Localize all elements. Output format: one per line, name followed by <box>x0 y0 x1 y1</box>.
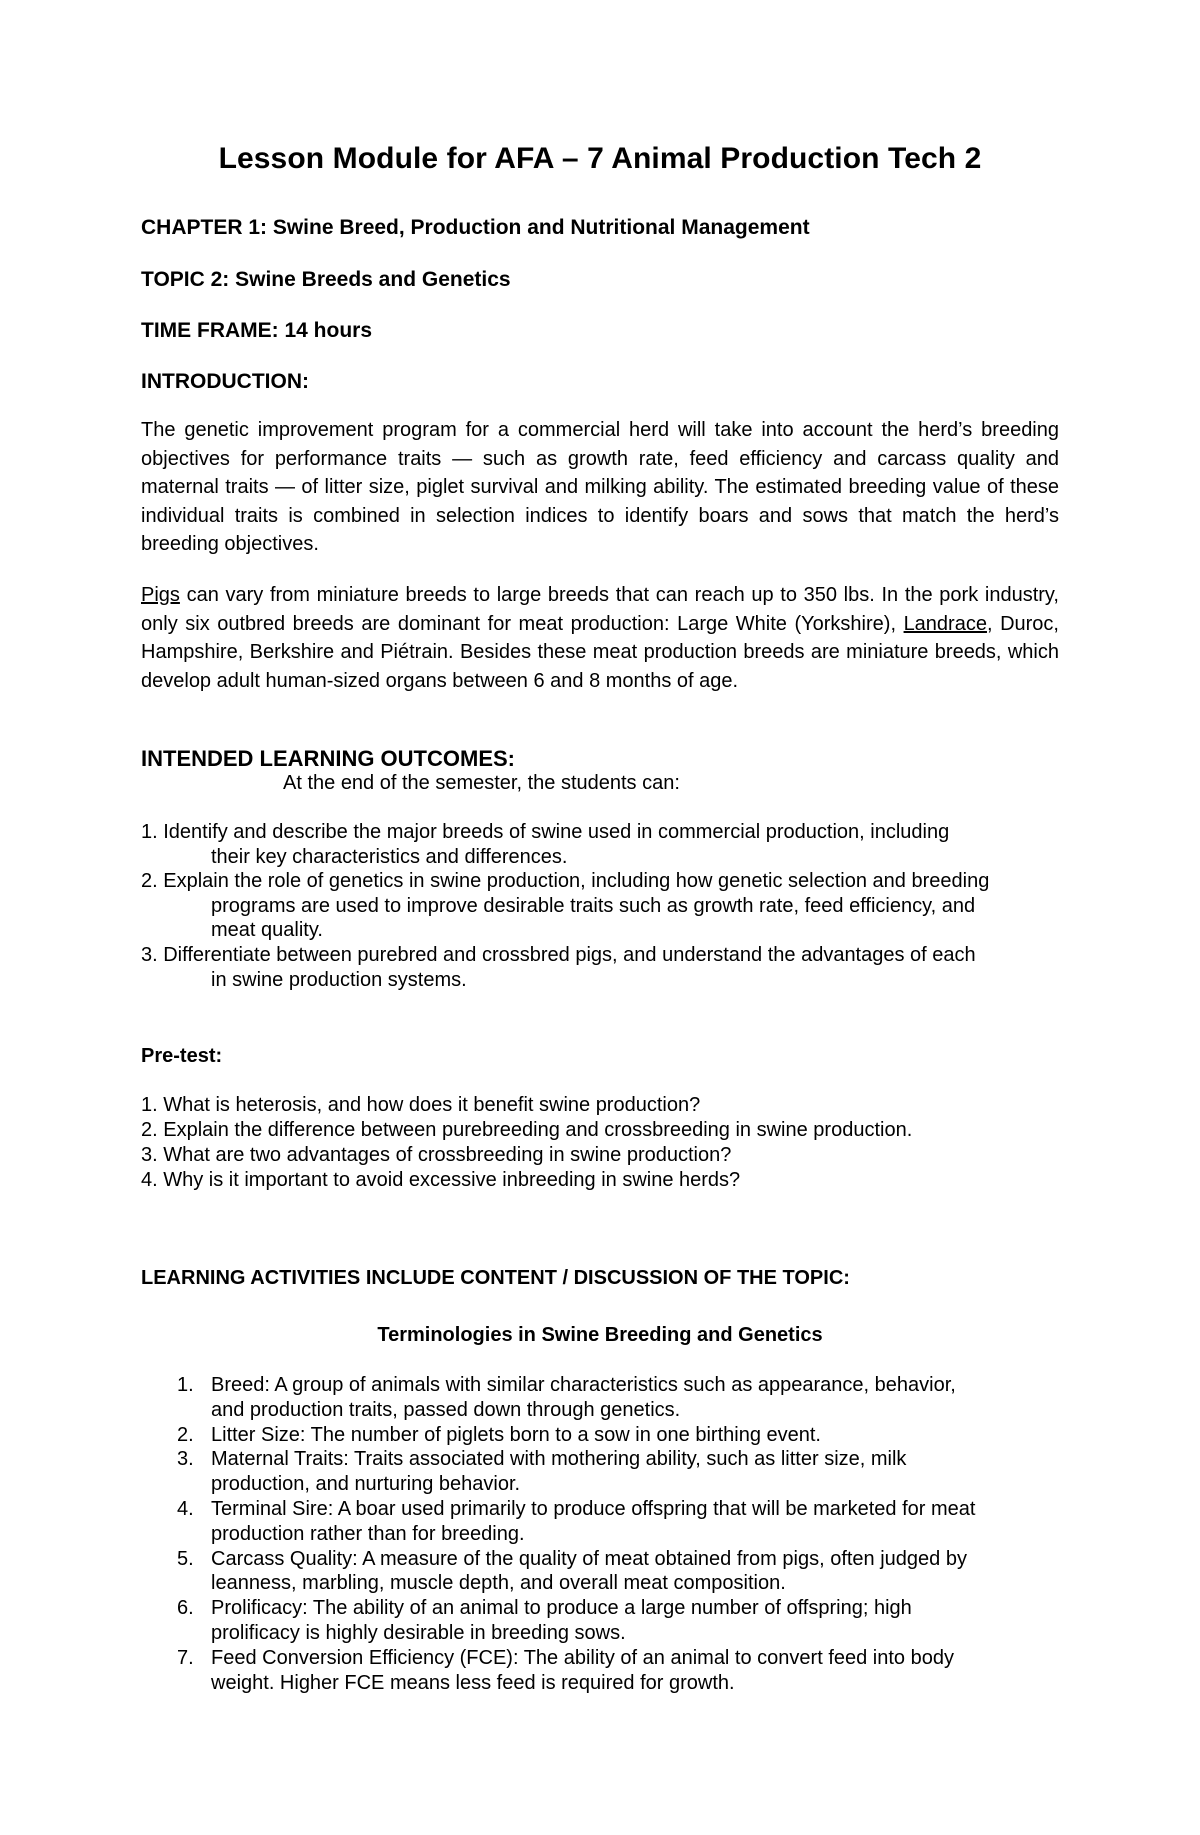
pretest-question: 3. What are two advantages of crossbreeding in swine production? <box>141 1144 732 1166</box>
outcome-item: 3. Differentiate between purebred and crossbred pigs, and understand the advantages of each in swine production systems. <box>141 943 976 991</box>
chapter-heading: CHAPTER 1: Swine Breed, Production and Nutritional Management <box>141 216 810 239</box>
outcomes-heading: INTENDED LEARNING OUTCOMES: <box>141 746 515 771</box>
terms-heading: Terminologies in Swine Breeding and Genetics <box>377 1324 823 1346</box>
pigs-link[interactable]: Pigs <box>141 584 180 606</box>
outcome-item: 1. Identify and describe the major breeds of swine used in commercial production, including their key characteristics and differences. <box>141 821 950 868</box>
document-title: Lesson Module for AFA – 7 Animal Production Tech 2 <box>218 142 982 175</box>
intro-paragraph-1: The genetic improvement program for a commercial herd will take into account the herd’s breeding objectives for performance traits — such as growth rate, feed efficiency and carcass quality and maternal traits — of litter size, piglet survival and milking ability. The estimated breeding value of these individual traits is combined in selection indices to identify boars and sows that match the herd’s breeding objectives. <box>141 419 1059 556</box>
pretest-question: 2. Explain the difference between purebreeding and crossbreeding in swine production. <box>141 1119 913 1141</box>
intro-paragraph-2-part-b: , Duroc, Hampshire, Berkshire and Piétrain. Besides these meat production breeds are miniature breeds, which develop adult human-sized organs between 6 and 8 months of age. <box>141 612 1059 692</box>
term-item: 1. Breed: A group of animals with similar characteristics such as appearance, behavior, and production traits, passed down through genetics. <box>177 1374 956 1421</box>
outcomes-list <box>141 820 1059 992</box>
pretest-question: 1. What is heterosis, and how does it benefit swine production? <box>141 1094 701 1116</box>
landrace-link[interactable]: Landrace <box>903 612 987 635</box>
term-item: 2. Litter Size: The number of piglets born to a sow in one birthing event. <box>177 1423 821 1446</box>
term-item: 5. Carcass Quality: A measure of the quality of meat obtained from pigs, often judged by leanness, marbling, muscle depth, and overall meat composition. <box>177 1547 967 1595</box>
term-item: 4. Terminal Sire: A boar used primarily to produce offspring that will be marketed for meat production rather than for breeding. <box>177 1497 976 1545</box>
term-item: 6. Prolificacy: The ability of an animal to produce a large number of offspring; high prolificacy is highly desirable in breeding sows. <box>177 1597 912 1644</box>
intro-paragraph-2 <box>141 581 1059 695</box>
term-item: 7. Feed Conversion Efficiency (FCE): The ability of an animal to convert feed into body weight. Higher FCE means less feed is required for growth. <box>177 1646 954 1694</box>
terms-list <box>141 1373 1059 1695</box>
activities-heading: LEARNING ACTIVITIES INCLUDE CONTENT / DISCUSSION OF THE TOPIC: <box>141 1267 850 1289</box>
pretest-list <box>141 1093 912 1193</box>
topic-heading: TOPIC 2: Swine Breeds and Genetics <box>141 268 511 291</box>
term-item: 3. Maternal Traits: Traits associated with mothering ability, such as litter size, milk production, and nurturing behavior. <box>177 1448 907 1496</box>
intro-paragraph-2-part-a: can vary from miniature breeds to large breeds that can reach up to 350 lbs. In the pork industry, only six outbred breeds are dominant for meat production: Large White (Yorkshire), <box>141 584 1059 635</box>
outcome-item: 2. Explain the role of genetics in swine production, including how genetic selection and breeding programs are used to improve desirable traits such as growth rate, feed efficiency, and meat quality. <box>141 870 990 942</box>
time-frame-heading: TIME FRAME: 14 hours <box>141 319 373 342</box>
pretest-question: 4. Why is it important to avoid excessive inbreeding in swine herds? <box>141 1169 741 1191</box>
outcomes-intro: At the end of the semester, the students can: <box>283 772 680 794</box>
introduction-heading: INTRODUCTION: <box>141 370 309 393</box>
pretest-heading: Pre-test: <box>141 1045 223 1067</box>
